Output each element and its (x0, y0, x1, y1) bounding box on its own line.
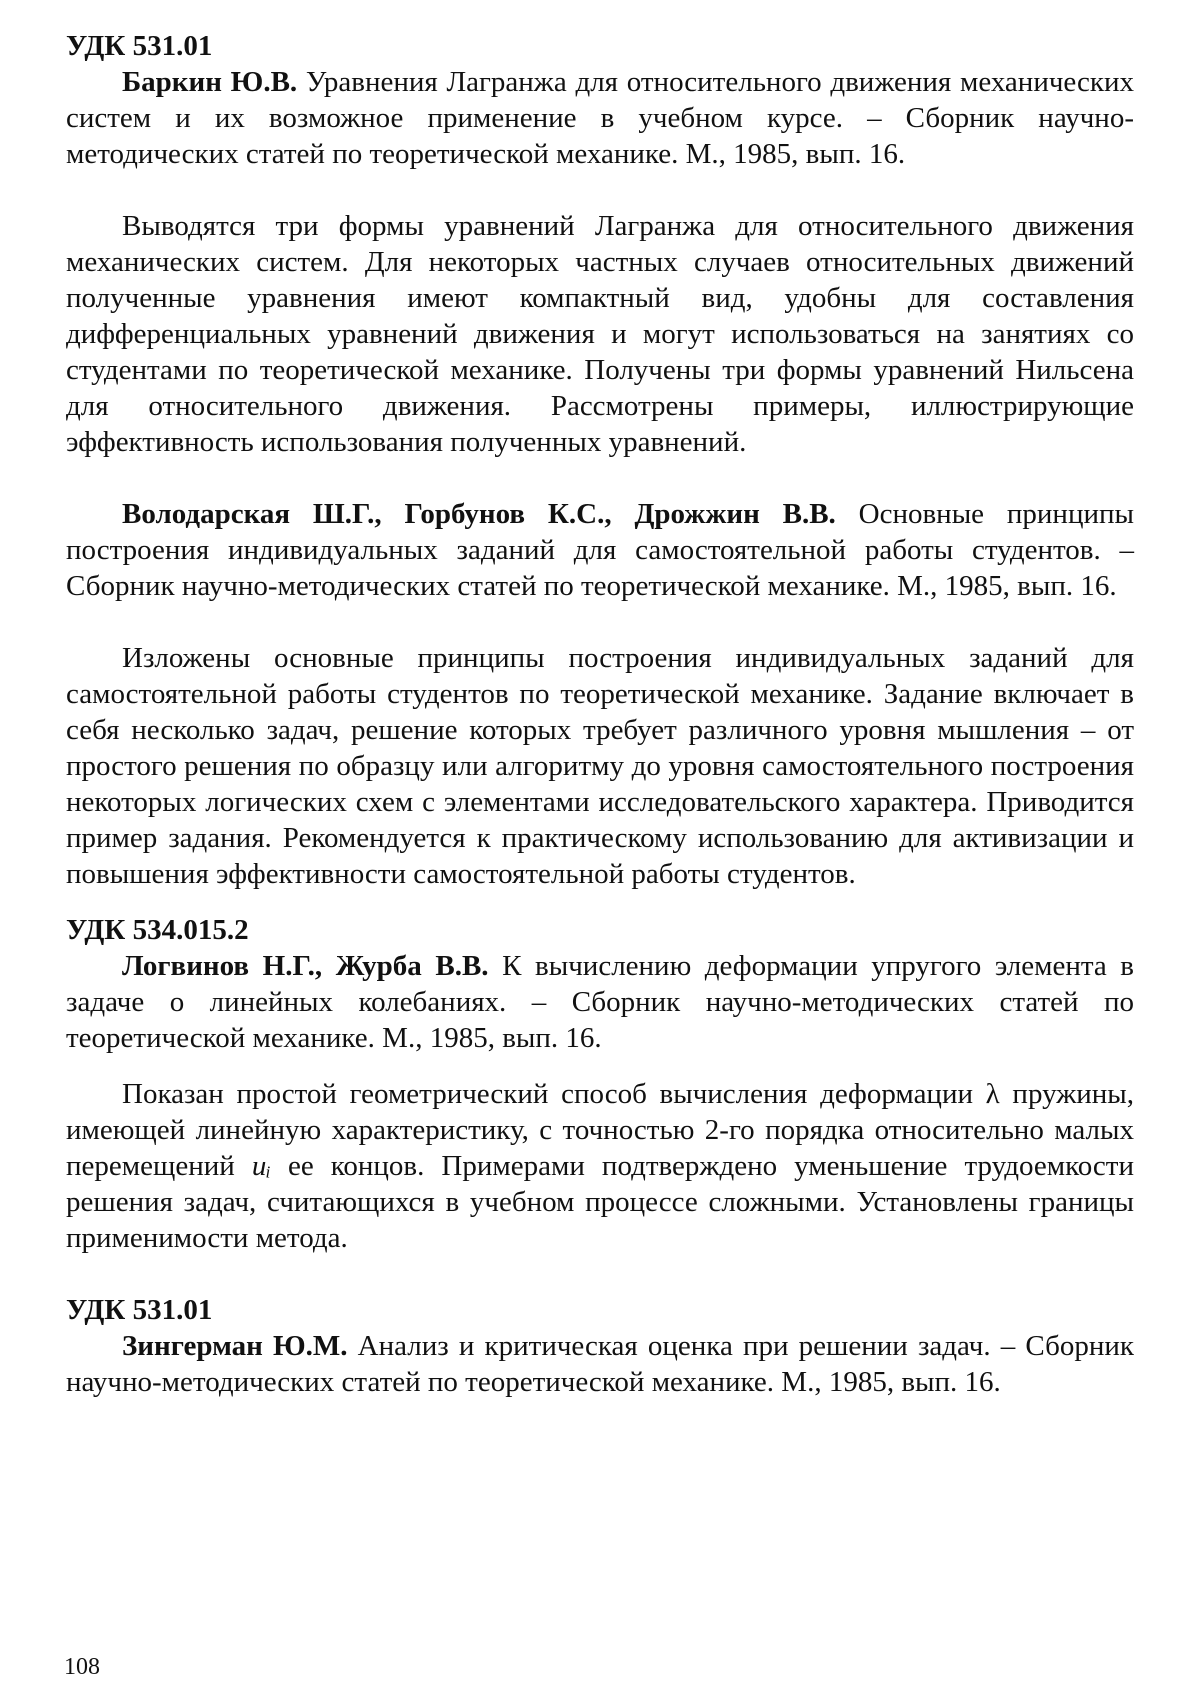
page-number: 108 (64, 1654, 100, 1680)
abstract-text: Изложены основные принципы построения индивидуальных заданий для самостоятельной работы студентов по теоретической механике. Задание включает в себя несколько задач, решение которых требует различного уровня мышления – от простого решения по образцу или алгоритму до уровня самостоятельного построения некоторых логических схем с элементами исследовательского характера. Приводится пример задания. Рекомендуется к практическому использованию для активизации и повышения эффективности самостоятельной работы студентов. (66, 642, 1134, 890)
bibliographic-entry (66, 1328, 1134, 1400)
udk-code: УДК 531.01 (66, 30, 213, 62)
bibliographic-entry (66, 64, 1134, 172)
entry-citation: Основные принципы построения индивидуальных заданий для самостоятельной работы студентов. – Сборник научно-методических статей по теоретической механике. М., 1985, вып. 16. (66, 498, 1134, 602)
abstract-part: Показан простой геометрический способ вычисления деформации λ пружины, имеющей линейную характеристику, с точностью 2-го порядка относительно малых перемещений (66, 1078, 1134, 1182)
bibliographic-entry (66, 948, 1134, 1056)
abstract-text: Выводятся три формы уравнений Лагранжа для относительного движения механических систем. Для некоторых частных случаев относительных движений полученные уравнения имеют компактный вид, удобны для составления дифференциальных уравнений движения и могут использоваться на занятиях со студентами по теоретической механике. Получены три формы уравнений Нильсена для относительного движения. Рассмотрены примеры, иллюстрирующие эффективность использования полученных уравнений. (66, 210, 1134, 458)
entry-citation: Анализ и критическая оценка при решении задач. – Сборник научно-методических статей по теоретической механике. М., 1985, вып. 16. (66, 1330, 1134, 1398)
abstract-text (66, 1076, 1134, 1256)
entry-citation: К вычислению деформации упругого элемента в задаче о линейных колебаниях. – Сборник научно-методических статей по теоретической механике. М., 1985, вып. 16. (66, 950, 1135, 1054)
entry-authors: Зингерман Ю.М. (122, 1330, 348, 1362)
math-symbol: uᵢ (251, 1150, 271, 1182)
entry-authors: Логвинов Н.Г., Журба В.В. (122, 950, 489, 982)
abstract-part: ее концов. Примерами подтверждено уменьшение трудоемкости решения задач, считающихся в учебном процессе сложными. Установлены границы применимости метода. (66, 1150, 1134, 1254)
entry-authors: Баркин Ю.В. (122, 66, 298, 98)
bibliographic-entry (66, 496, 1134, 604)
udk-code: УДК 534.015.2 (66, 914, 249, 946)
text-column (66, 28, 1134, 1400)
udk-code: УДК 531.01 (66, 1294, 213, 1326)
entry-authors: Володарская Ш.Г., Горбунов К.С., Дрожжин В.В. (122, 498, 836, 530)
entry-citation: Уравнения Лагранжа для относительного движения механических систем и их возможное применение в учебном курсе. – Сборник научно-методических статей по теоретической механике. М., 1985, вып. 16. (66, 66, 1135, 170)
